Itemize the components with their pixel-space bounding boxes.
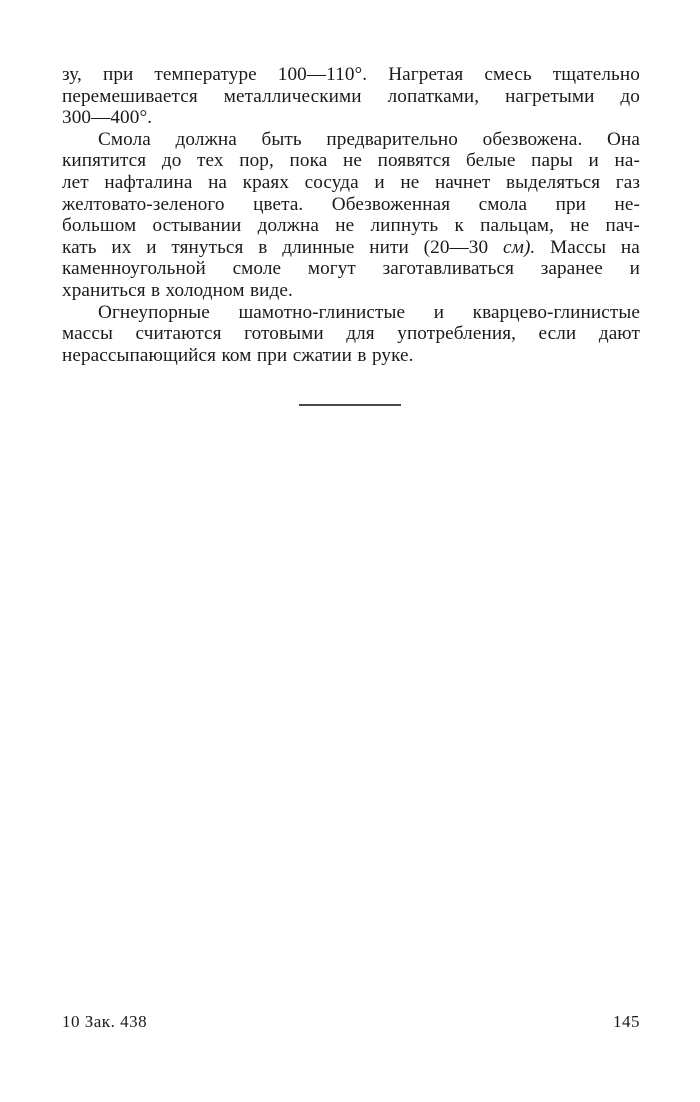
word: зу, bbox=[62, 64, 82, 85]
word: нерассыпающийся bbox=[62, 344, 217, 366]
word: смола bbox=[478, 193, 528, 215]
word: в bbox=[258, 236, 268, 258]
word: длинные bbox=[282, 236, 355, 258]
word: должна bbox=[257, 215, 319, 237]
word: появятся bbox=[377, 150, 451, 172]
word: до bbox=[620, 85, 640, 107]
word: цвета. bbox=[253, 193, 304, 215]
text-line bbox=[62, 107, 640, 129]
paragraph-3 bbox=[62, 302, 640, 367]
word: (20—30 bbox=[423, 236, 489, 258]
word: Массы bbox=[550, 236, 607, 258]
text-line bbox=[62, 86, 640, 108]
word: и bbox=[146, 236, 157, 258]
word: должна bbox=[175, 128, 237, 150]
word: перемешивается bbox=[62, 85, 198, 107]
word: краях bbox=[242, 171, 290, 193]
word: не bbox=[342, 150, 362, 172]
word: не bbox=[335, 215, 355, 237]
word: выделяться bbox=[506, 171, 601, 193]
page-footer bbox=[62, 1012, 640, 1032]
word: тянуться bbox=[171, 236, 244, 258]
paragraph-2 bbox=[62, 129, 640, 302]
word: если bbox=[538, 323, 577, 345]
word: пары bbox=[531, 150, 573, 172]
word: заранее bbox=[540, 258, 603, 280]
word: кать bbox=[62, 236, 97, 258]
word: шамотно-глинистые bbox=[238, 301, 406, 323]
text-line bbox=[62, 172, 640, 194]
word: сжатии bbox=[292, 344, 353, 366]
word: 300—400°. bbox=[62, 107, 153, 129]
word: на- bbox=[614, 150, 640, 172]
word: в bbox=[357, 344, 367, 366]
word: при bbox=[256, 344, 288, 366]
word: Обезвоженная bbox=[331, 193, 451, 215]
word: массы bbox=[62, 323, 113, 345]
word: смоле bbox=[232, 258, 282, 280]
word: липнуть bbox=[370, 215, 439, 237]
word: и bbox=[629, 258, 640, 280]
word: холодном bbox=[165, 279, 245, 301]
word: Нагретая bbox=[388, 64, 464, 85]
text-line bbox=[62, 323, 640, 345]
word: считаются bbox=[135, 323, 222, 345]
paragraph-1 bbox=[62, 64, 640, 129]
word: пальцам, bbox=[480, 215, 554, 237]
word: ком bbox=[221, 344, 252, 366]
word: пач- bbox=[605, 215, 640, 237]
text-line bbox=[62, 150, 640, 172]
word: виде. bbox=[249, 279, 293, 301]
text-line bbox=[62, 345, 640, 367]
word: готовыми bbox=[244, 323, 324, 345]
word: тех bbox=[197, 150, 224, 172]
text-line bbox=[62, 129, 640, 151]
word: и bbox=[433, 301, 445, 323]
word: при bbox=[102, 64, 134, 85]
word: Смола bbox=[98, 128, 151, 150]
word: их bbox=[111, 236, 132, 258]
word: при bbox=[555, 193, 587, 215]
word: к bbox=[454, 215, 464, 237]
word: Она bbox=[607, 128, 640, 150]
word: не bbox=[400, 171, 420, 193]
text-line bbox=[62, 64, 640, 86]
word: Огнеупорные bbox=[98, 301, 210, 323]
word: лопатками, bbox=[387, 85, 480, 107]
word: заготавливаться bbox=[382, 258, 515, 280]
word: кипятится bbox=[62, 150, 147, 172]
word: не bbox=[570, 215, 590, 237]
section-rule bbox=[299, 404, 401, 406]
word: для bbox=[346, 323, 375, 345]
word: белые bbox=[465, 150, 516, 172]
word: остывании bbox=[152, 215, 242, 237]
word: нити bbox=[369, 236, 409, 258]
word: храниться bbox=[62, 279, 146, 301]
word: быть bbox=[261, 128, 302, 150]
word: температуре bbox=[154, 64, 257, 85]
word: и bbox=[588, 150, 599, 172]
word: металлическими bbox=[223, 85, 362, 107]
word: сосуда bbox=[304, 171, 359, 193]
word: большом bbox=[62, 215, 137, 237]
signature-mark: 10 Зак. 438 bbox=[62, 1012, 148, 1031]
page-number: 145 bbox=[613, 1012, 640, 1031]
word: дают bbox=[598, 323, 640, 345]
word: газ bbox=[615, 171, 640, 193]
text-line bbox=[62, 215, 640, 237]
word: и bbox=[374, 171, 385, 193]
word: пока bbox=[289, 150, 328, 172]
text-line bbox=[62, 302, 640, 324]
word: обезвожена. bbox=[482, 128, 583, 150]
text-line bbox=[62, 237, 640, 259]
word: руке. bbox=[371, 344, 414, 366]
word: нагретыми bbox=[505, 85, 595, 107]
word: лет bbox=[62, 171, 89, 193]
word: смесь bbox=[484, 64, 532, 85]
text-line bbox=[62, 258, 640, 280]
word: см). bbox=[502, 236, 536, 258]
page-text-body bbox=[62, 64, 640, 366]
text-line bbox=[62, 194, 640, 216]
word: не- bbox=[614, 193, 640, 215]
word: на bbox=[620, 236, 640, 258]
word: желтовато-зеленого bbox=[62, 193, 225, 215]
word: употребления, bbox=[397, 323, 517, 345]
word: предварительно bbox=[326, 128, 458, 150]
word: каменноугольной bbox=[62, 258, 206, 280]
word: могут bbox=[307, 258, 356, 280]
word: на bbox=[208, 171, 228, 193]
word: пор, bbox=[239, 150, 274, 172]
word: тщательно bbox=[552, 64, 640, 85]
section-divider bbox=[0, 404, 700, 406]
text-line bbox=[62, 280, 640, 302]
word: до bbox=[161, 150, 182, 172]
word: в bbox=[151, 279, 161, 301]
word: 100—110°. bbox=[277, 64, 368, 85]
word: кварцево-глинистые bbox=[472, 301, 640, 323]
word: начнет bbox=[434, 171, 491, 193]
word: нафталина bbox=[104, 171, 193, 193]
